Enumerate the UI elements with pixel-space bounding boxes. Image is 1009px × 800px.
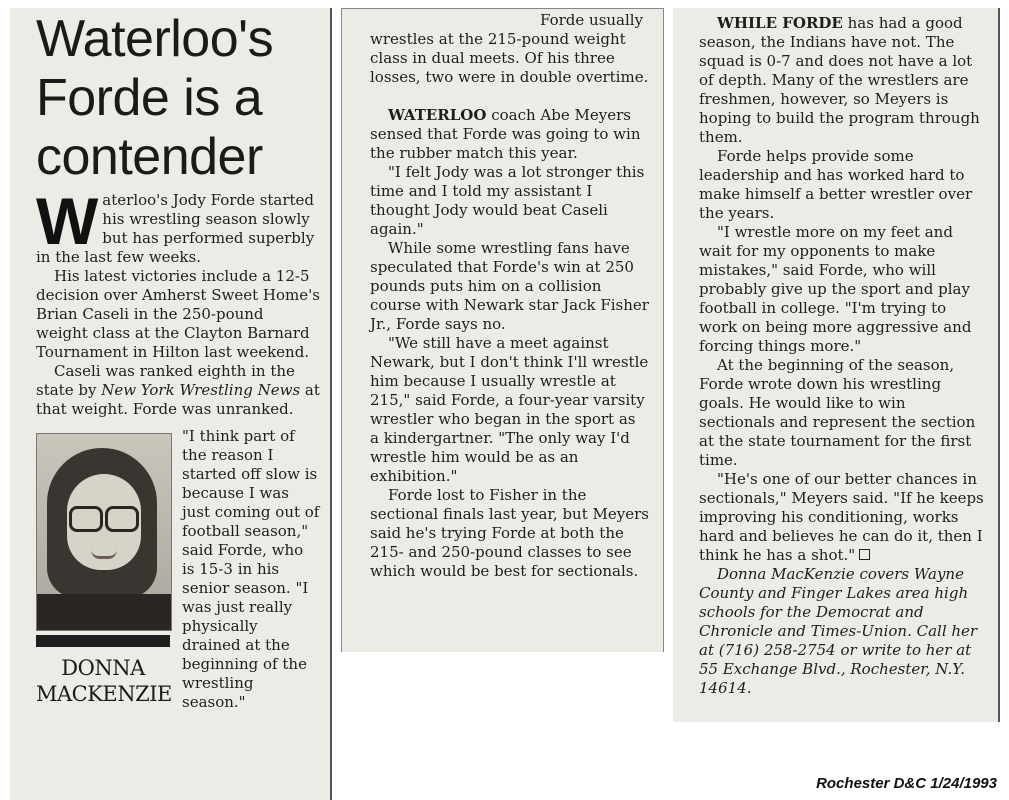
paragraph: Forde lost to Fisher in the sectional finals last year, but Meyers said he's trying Forde at both the 215- and 250-pound classes to see which would be best for sectionals. xyxy=(370,486,649,580)
source-credit: Rochester D&C 1/24/1993 xyxy=(816,775,997,792)
text-run: coach Abe Meyers sensed that Forde was going to win the rubber match this year. xyxy=(370,106,641,162)
byline xyxy=(36,655,170,707)
headline-line: Forde is a xyxy=(36,69,263,127)
headline xyxy=(36,10,330,187)
section-lead: WHILE FORDE xyxy=(717,14,843,32)
article-column-1 xyxy=(10,8,332,800)
paragraph xyxy=(699,14,984,147)
author-tagline: Donna MacKenzie covers Wayne County and Finger Lakes area high schools for the Democrat and Chronicle and Times-Union. Call her at (716) 258-2754 or write to her at 55 Exchange Blvd., Rochester, N.Y. 14614. xyxy=(699,565,978,697)
column-1-body xyxy=(10,184,330,712)
photo-block xyxy=(36,427,320,712)
paragraph: While some wrestling fans have speculated that Forde's win at 250 pounds puts him on a collision course with Newark star Jack Fisher Jr., Forde says no. xyxy=(370,239,649,333)
text-run: Caseli was ranked eighth in the state by xyxy=(36,362,295,399)
paragraph: At the beginning of the season, Forde wrote down his wrestling goals. He would like to win sectionals and represent the section at the state tournament for the first time. xyxy=(699,356,976,469)
text-run: at that weight. Forde was unranked. xyxy=(36,381,320,418)
paragraph: "I felt Jody was a lot stronger this time and I told my assistant I thought Jody would beat Caseli again." xyxy=(370,163,645,238)
caption-bar xyxy=(36,635,170,647)
paragraph xyxy=(699,470,984,565)
paragraph: "We still have a meet against Newark, but I don't think I'll wrestle him because I usually wrestle at 215," said Forde, a four-year varsity wrestler who began in the sport as a kindergartner. "The only way I'd wrestle him would be as an exhibition." xyxy=(370,334,649,485)
paragraph: Forde usually wrestles at the 215-pound weight class in dual meets. Of his three losses, two were in double overtime. xyxy=(370,11,649,86)
paragraph: His latest victories include a 12-5 decision over Amherst Sweet Home's Brian Caseli in the 250-pound weight class at the Clayton Barnard Tournament in Hilton last weekend. xyxy=(36,267,320,361)
paragraph: "I think part of the reason I started off slow is because I was just coming out of football season," said Forde, who is 15-3 in his senior season. "I was just really physically drained at the beginning of the wrestling season." xyxy=(182,427,320,711)
text-run: "He's one of our better chances in sectionals," Meyers said. "If he keeps improving his conditioning, works hard and believes he can do it, then I think he has a shot." xyxy=(699,470,984,564)
paragraph: "I wrestle more on my feet and wait for my opponents to make mistakes," said Forde, who will probably give up the sport and play football in college. "I'm trying to work on being more aggressive and forcing things more." xyxy=(699,223,972,355)
byline-last: MACKENZIE xyxy=(36,682,172,706)
headline-line: contender xyxy=(36,128,263,186)
headline-line: Waterloo's xyxy=(36,10,274,68)
section-lead: WATERLOO xyxy=(388,106,487,124)
byline-first: DONNA xyxy=(61,656,145,680)
column-2-body xyxy=(342,9,663,581)
article-column-3 xyxy=(673,8,1000,722)
drop-cap: W xyxy=(36,184,99,258)
author-photo xyxy=(36,433,172,631)
lead-paragraph xyxy=(36,184,320,267)
end-mark-icon xyxy=(859,549,870,560)
column-3-body xyxy=(673,8,998,698)
paragraph xyxy=(36,362,320,419)
publication-name: New York Wrestling News xyxy=(101,381,301,399)
lead-text: aterloo's Jody Forde started his wrestling season slowly but has performed superbly in the last few weeks. xyxy=(36,191,315,266)
paragraph: Forde helps provide some leadership and has worked hard to make himself a better wrestler over the years. xyxy=(699,147,973,222)
text-run: has had a good season, the Indians have not. The squad is 0-7 and does not have a lot of depth. Many of the wrestlers are freshmen, however, so Meyers is hoping to build the program through them. xyxy=(699,14,980,146)
author-photo-wrap xyxy=(36,433,170,707)
paragraph xyxy=(370,106,649,163)
article-column-2 xyxy=(341,8,664,652)
